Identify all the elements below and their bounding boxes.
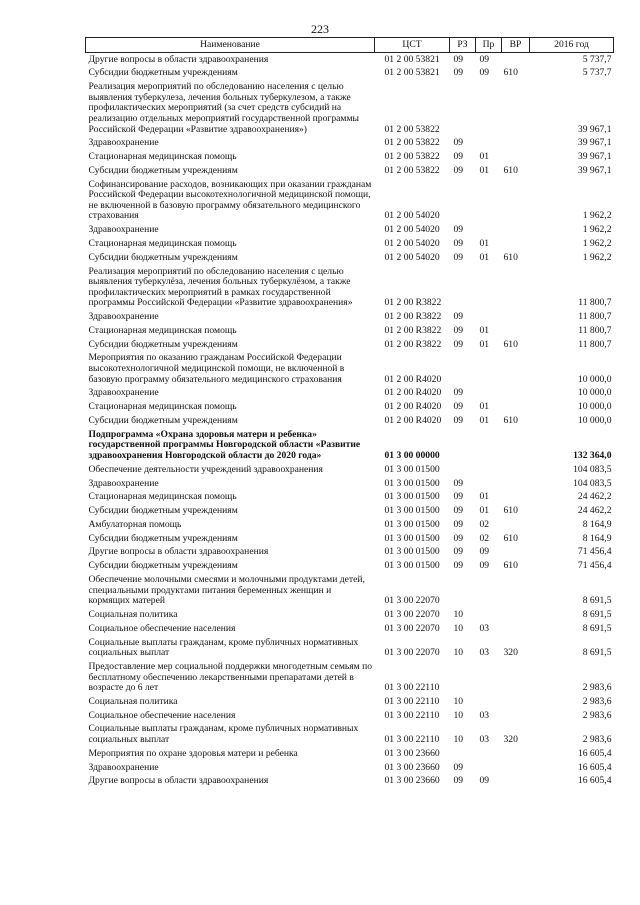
- row-cst: 01 2 00 R3822: [384, 297, 442, 309]
- row-pr: [476, 137, 502, 151]
- row-amount: 2 983,6: [582, 682, 612, 694]
- row-cst: 01 3 00 01500: [384, 532, 440, 544]
- row-name: Здравоохранение: [88, 761, 159, 773]
- table-row: [86, 237, 614, 251]
- row-rz: [450, 352, 476, 387]
- row-name: Субсидии бюджетным учреждениям: [88, 532, 238, 544]
- row-cst: 01 3 00 23660: [384, 761, 440, 773]
- row-amount: 11 800,7: [578, 338, 612, 350]
- row-pr: [476, 81, 502, 137]
- row-rz: 10: [453, 734, 464, 746]
- row-amount: 8 691,5: [582, 595, 612, 607]
- row-vr: [502, 518, 530, 532]
- row-amount: 11 800,7: [578, 324, 612, 336]
- page-number: 223: [311, 22, 329, 36]
- row-amount: 132 364,0: [573, 449, 612, 461]
- table-row: [86, 491, 614, 505]
- row-pr: [476, 224, 502, 238]
- row-rz: 09: [453, 532, 464, 544]
- table-row: [86, 151, 614, 165]
- row-vr: [502, 463, 530, 477]
- row-pr: [476, 608, 502, 622]
- table-row: [86, 775, 614, 789]
- row-vr: 610: [503, 505, 518, 517]
- row-cst: 01 2 00 R3822: [384, 324, 442, 336]
- row-rz: [450, 265, 476, 311]
- row-rz: [450, 178, 476, 224]
- row-rz: 09: [453, 224, 464, 236]
- row-pr: 09: [479, 775, 490, 787]
- row-cst: 01 2 00 53821: [384, 53, 440, 65]
- row-amount: 8 691,5: [582, 608, 612, 620]
- table-row: [86, 709, 614, 723]
- row-rz: 09: [453, 164, 464, 176]
- row-name: Социальное обеспечение населения: [88, 709, 236, 721]
- row-pr: [476, 352, 502, 387]
- row-pr: 03: [479, 709, 490, 721]
- row-cst: 01 2 00 R4020: [384, 373, 442, 385]
- row-vr: 610: [503, 164, 518, 176]
- row-cst: 01 3 00 01500: [384, 477, 440, 489]
- row-vr: [502, 151, 530, 165]
- row-vr: [502, 608, 530, 622]
- row-rz: [450, 660, 476, 695]
- row-cst: 01 3 00 01500: [384, 560, 440, 572]
- row-amount: 10 000,0: [577, 401, 612, 413]
- row-vr: [502, 324, 530, 338]
- table-row: [86, 477, 614, 491]
- row-rz: 10: [453, 695, 464, 707]
- row-cst: 01 2 00 R4020: [384, 401, 442, 413]
- row-rz: 09: [453, 761, 464, 773]
- row-cst: 01 3 00 01500: [384, 491, 440, 503]
- row-vr: [502, 660, 530, 695]
- row-pr: 01: [479, 238, 490, 249]
- row-rz: 09: [453, 137, 464, 149]
- row-pr: 09: [479, 53, 490, 65]
- row-vr: [502, 775, 530, 789]
- row-vr: [502, 81, 530, 137]
- row-pr: [476, 428, 502, 463]
- row-amount: 1 962,2: [582, 251, 612, 263]
- row-amount: 71 456,4: [577, 546, 612, 558]
- row-vr: 610: [503, 560, 518, 572]
- row-pr: [476, 387, 502, 401]
- row-vr: 610: [503, 67, 518, 79]
- row-name: Другие вопросы в области здравоохранения: [88, 53, 269, 65]
- row-rz: 09: [453, 775, 464, 787]
- row-rz: 09: [453, 518, 464, 530]
- table-row: [86, 311, 614, 325]
- row-amount: 2 983,6: [582, 695, 612, 707]
- table-row: [86, 463, 614, 477]
- table-row: [86, 747, 614, 761]
- row-name: Обеспечение молочными смесями и молочными продуктами детей, специальными продуктами питания беременных женщин и кормящих матерей: [88, 574, 365, 607]
- row-name: Здравоохранение: [88, 387, 159, 399]
- row-rz: 09: [453, 53, 464, 65]
- table-row: [86, 352, 614, 387]
- table-header: [86, 38, 614, 53]
- row-cst: 01 3 00 22110: [384, 682, 440, 694]
- row-cst: 01 3 00 00000: [384, 449, 440, 461]
- row-rz: 09: [453, 238, 464, 249]
- row-amount: 5 737,7: [582, 53, 612, 65]
- row-amount: 39 967,1: [577, 137, 612, 149]
- row-cst: 01 2 00 53822: [384, 151, 440, 163]
- table-row: [86, 251, 614, 265]
- table-row: [86, 265, 614, 311]
- row-cst: 01 3 00 01500: [384, 518, 440, 530]
- row-pr: [476, 761, 502, 775]
- row-amount: 10 000,0: [577, 415, 612, 426]
- row-name: Стационарная медицинская помощь: [88, 401, 237, 413]
- row-amount: 16 605,4: [577, 761, 612, 773]
- row-amount: 2 983,6: [582, 734, 612, 746]
- table-row: [86, 573, 614, 608]
- row-rz: 09: [453, 477, 464, 489]
- row-name: Субсидии бюджетным учреждениям: [88, 505, 238, 517]
- row-cst: 01 2 00 R3822: [384, 311, 442, 323]
- row-vr: 610: [503, 415, 518, 426]
- row-pr: 03: [479, 647, 490, 659]
- row-amount: 24 462,2: [577, 491, 612, 503]
- row-name: Социальная политика: [88, 695, 178, 707]
- table-row: [86, 505, 614, 519]
- row-amount: 5 737,7: [582, 67, 612, 79]
- row-vr: [502, 53, 530, 67]
- row-rz: [450, 81, 476, 137]
- row-amount: 2 983,6: [582, 709, 612, 721]
- table-row: [86, 414, 614, 428]
- row-cst: 01 2 00 54020: [384, 251, 440, 263]
- row-vr: [502, 695, 530, 709]
- row-amount: 71 456,4: [577, 560, 612, 572]
- row-vr: [502, 573, 530, 608]
- row-rz: 09: [453, 491, 464, 503]
- row-name: Предоставление мер социальной поддержки многодетным семьям по бесплатному обеспечению лекарственными препаратами детей в возрасте до 6 лет: [88, 660, 373, 694]
- row-cst: 01 3 00 22070: [384, 608, 440, 620]
- row-cst: 01 3 00 23660: [384, 775, 440, 787]
- row-name: Реализация мероприятий по обследованию населения с целью выявления туберкулёза, лечения больных туберкулёзом, а также профилактических мероприятий в рамках государственной программы Российской Федерации «Развитие здравоохранения»: [88, 265, 353, 309]
- row-cst: 01 2 00 R4020: [384, 387, 442, 399]
- row-pr: [476, 573, 502, 608]
- row-name: Другие вопросы в области здравоохранения: [88, 546, 269, 558]
- row-name: Субсидии бюджетным учреждениям: [88, 338, 238, 350]
- row-rz: 09: [453, 151, 464, 163]
- row-amount: 11 800,7: [578, 311, 612, 323]
- row-pr: 01: [479, 151, 490, 163]
- row-amount: 8 691,5: [582, 622, 612, 634]
- table-row: [86, 622, 614, 636]
- row-pr: [476, 695, 502, 709]
- row-cst: 01 3 00 22070: [384, 595, 440, 607]
- row-vr: [502, 237, 530, 251]
- row-rz: 09: [453, 338, 464, 350]
- row-rz: [450, 428, 476, 463]
- row-vr: [502, 178, 530, 224]
- table-row: [86, 137, 614, 151]
- row-amount: 8 691,5: [582, 647, 612, 659]
- row-name: Софинансирование расходов, возникающих при оказании гражданам Российской Федерации высокотехнологичной медицинской помощи, не включенной в базовую программу обязательного медицинского страхования: [88, 178, 372, 222]
- table-row: [86, 387, 614, 401]
- row-rz: 10: [453, 608, 464, 620]
- table-row: [86, 224, 614, 238]
- table-row: [86, 324, 614, 338]
- row-cst: 01 3 00 01500: [384, 463, 440, 475]
- row-name: Другие вопросы в области здравоохранения: [88, 775, 269, 787]
- row-vr: 320: [503, 647, 518, 659]
- row-vr: [502, 265, 530, 311]
- table-body: [86, 53, 614, 789]
- row-amount: 10 000,0: [577, 373, 612, 385]
- row-pr: 01: [479, 491, 490, 503]
- table-row: [86, 761, 614, 775]
- row-name: Амбулаторная помощь: [88, 518, 182, 530]
- row-name: Мероприятия по оказанию гражданам Российской Федерации высокотехнологичной медицинской помощи, не включенной в базовую программу обязательного медицинского страхования: [88, 352, 345, 385]
- header-vr: ВР: [502, 38, 530, 53]
- row-rz: 09: [453, 401, 464, 413]
- row-name: Социальные выплаты гражданам, кроме публичных нормативных социальных выплат: [88, 636, 359, 659]
- row-amount: 8 164,9: [582, 532, 612, 544]
- row-name: Обеспечение деятельности учреждений здравоохранения: [88, 463, 323, 475]
- row-cst: 01 3 00 22070: [384, 622, 440, 634]
- row-rz: [450, 747, 476, 761]
- row-amount: 1 962,2: [582, 210, 612, 222]
- row-amount: 104 083,5: [573, 477, 612, 489]
- row-name: Стационарная медицинская помощь: [88, 151, 237, 163]
- row-cst: 01 3 00 22110: [384, 709, 440, 721]
- row-vr: [502, 401, 530, 415]
- row-vr: 610: [503, 532, 518, 544]
- row-name: Субсидии бюджетным учреждениям: [88, 164, 238, 176]
- row-amount: 10 000,0: [577, 387, 612, 399]
- row-name: Стационарная медицинская помощь: [88, 238, 237, 249]
- row-cst: 01 2 00 54020: [384, 210, 440, 222]
- row-rz: 09: [453, 251, 464, 263]
- table-row: [86, 660, 614, 695]
- row-rz: 09: [453, 505, 464, 517]
- row-pr: 03: [479, 734, 490, 746]
- row-rz: 09: [453, 324, 464, 336]
- row-vr: [502, 709, 530, 723]
- row-name: Мероприятия по охране здоровья матери и ребенка: [88, 747, 298, 759]
- row-pr: 03: [479, 622, 490, 634]
- row-cst: 01 2 00 54020: [384, 224, 440, 236]
- row-amount: 24 462,2: [577, 505, 612, 517]
- row-name: Субсидии бюджетным учреждениям: [88, 560, 238, 572]
- row-cst: 01 2 00 53822: [384, 137, 440, 149]
- budget-table: [85, 37, 614, 789]
- row-cst: 01 3 00 22110: [384, 695, 440, 707]
- table-row: [86, 401, 614, 415]
- row-pr: 09: [479, 560, 490, 572]
- header-pr: Пр: [476, 38, 502, 53]
- row-rz: 09: [453, 67, 464, 79]
- row-cst: 01 3 00 23660: [384, 747, 440, 759]
- row-pr: [476, 311, 502, 325]
- row-rz: [450, 463, 476, 477]
- header-cst: ЦСТ: [375, 38, 450, 53]
- row-pr: 01: [479, 164, 490, 176]
- header-rz: РЗ: [450, 38, 476, 53]
- row-vr: 610: [503, 251, 518, 263]
- row-pr: 01: [479, 338, 490, 350]
- row-pr: 01: [479, 401, 490, 413]
- row-vr: [502, 477, 530, 491]
- row-name: Субсидии бюджетным учреждениям: [88, 67, 238, 79]
- row-amount: 39 967,1: [577, 164, 612, 176]
- row-vr: [502, 224, 530, 238]
- row-name: Здравоохранение: [88, 224, 159, 236]
- row-rz: 09: [453, 311, 464, 323]
- table-row: [86, 518, 614, 532]
- row-pr: [476, 477, 502, 491]
- row-vr: [502, 428, 530, 463]
- row-pr: 09: [479, 67, 490, 79]
- row-vr: [502, 352, 530, 387]
- row-vr: [502, 761, 530, 775]
- row-vr: [502, 622, 530, 636]
- row-amount: 39 967,1: [577, 123, 612, 135]
- row-vr: [502, 491, 530, 505]
- row-vr: 610: [503, 338, 518, 350]
- row-rz: 10: [453, 622, 464, 634]
- row-pr: 02: [479, 518, 490, 530]
- row-name: Социальная политика: [88, 608, 178, 620]
- row-rz: 10: [453, 709, 464, 721]
- row-name: Субсидии бюджетным учреждениям: [88, 415, 238, 426]
- row-pr: 01: [479, 324, 490, 336]
- row-amount: 16 605,4: [577, 747, 612, 759]
- row-name: Здравоохранение: [88, 311, 159, 323]
- table-row: [86, 53, 614, 67]
- row-name: Субсидии бюджетным учреждениям: [88, 251, 238, 263]
- row-vr: 320: [503, 734, 518, 746]
- header-name: Наименование: [86, 38, 375, 53]
- row-cst: 01 2 00 R3822: [384, 338, 442, 350]
- table-row: [86, 81, 614, 137]
- row-vr: [502, 137, 530, 151]
- row-pr: [476, 747, 502, 761]
- row-name: Подпрограмма «Охрана здоровья матери и ребенка» государственной программы Новгородской области «Развитие здравоохранения Новгородской области до 2020 года»: [88, 428, 361, 461]
- header-amount: 2016 год: [530, 38, 614, 53]
- table-row: [86, 723, 614, 747]
- table-row: [86, 164, 614, 178]
- row-vr: [502, 747, 530, 761]
- row-vr: [502, 546, 530, 560]
- row-rz: 09: [453, 560, 464, 572]
- table-row: [86, 546, 614, 560]
- row-cst: 01 2 00 53822: [384, 164, 440, 176]
- row-name: Стационарная медицинская помощь: [88, 491, 237, 503]
- row-pr: [476, 463, 502, 477]
- row-rz: 09: [453, 546, 464, 558]
- row-cst: 01 2 00 53821: [384, 67, 440, 79]
- row-cst: 01 3 00 01500: [384, 505, 440, 517]
- row-cst: 01 3 00 22110: [384, 734, 440, 746]
- row-name: Здравоохранение: [88, 137, 159, 149]
- row-cst: 01 2 00 53822: [384, 123, 440, 135]
- table-row: [86, 338, 614, 352]
- row-rz: 09: [453, 415, 464, 426]
- row-cst: 01 3 00 22070: [384, 647, 440, 659]
- row-pr: [476, 178, 502, 224]
- row-cst: 01 3 00 01500: [384, 546, 440, 558]
- row-amount: 8 164,9: [582, 518, 612, 530]
- table-row: [86, 67, 614, 81]
- row-pr: 01: [479, 415, 490, 426]
- table-row: [86, 636, 614, 660]
- row-amount: 104 083,5: [573, 463, 612, 475]
- row-pr: 09: [479, 546, 490, 558]
- table-row: [86, 532, 614, 546]
- row-pr: [476, 660, 502, 695]
- row-amount: 1 962,2: [582, 224, 612, 236]
- row-rz: 09: [453, 387, 464, 399]
- row-cst: 01 2 00 54020: [384, 238, 440, 249]
- table-row: [86, 178, 614, 224]
- row-amount: 1 962,2: [582, 238, 612, 249]
- row-name: Социальные выплаты гражданам, кроме публичных нормативных социальных выплат: [88, 723, 359, 746]
- row-name: Стационарная медицинская помощь: [88, 324, 237, 336]
- row-cst: 01 2 00 R4020: [384, 415, 442, 426]
- row-name: Реализация мероприятий по обследованию населения с целью выявления туберкулеза, лечения больных туберкулезом, а также профилактических мероприятий (за счет средств субсидий на реализацию отдельных мероприятий государственной программы Российской Федерации «Развитие здравоохранения»): [88, 81, 359, 135]
- row-pr: [476, 265, 502, 311]
- table-row: [86, 428, 614, 463]
- row-amount: 39 967,1: [577, 151, 612, 163]
- row-amount: 16 605,4: [577, 775, 612, 787]
- row-vr: [502, 311, 530, 325]
- table-row: [86, 695, 614, 709]
- row-rz: [450, 573, 476, 608]
- row-vr: [502, 387, 530, 401]
- row-amount: 11 800,7: [578, 297, 612, 309]
- row-pr: 01: [479, 505, 490, 517]
- row-name: Социальное обеспечение населения: [88, 622, 236, 634]
- row-name: Здравоохранение: [88, 477, 159, 489]
- row-pr: 01: [479, 251, 490, 263]
- table-row: [86, 560, 614, 574]
- row-pr: 02: [479, 532, 490, 544]
- row-rz: 10: [453, 647, 464, 659]
- table-row: [86, 608, 614, 622]
